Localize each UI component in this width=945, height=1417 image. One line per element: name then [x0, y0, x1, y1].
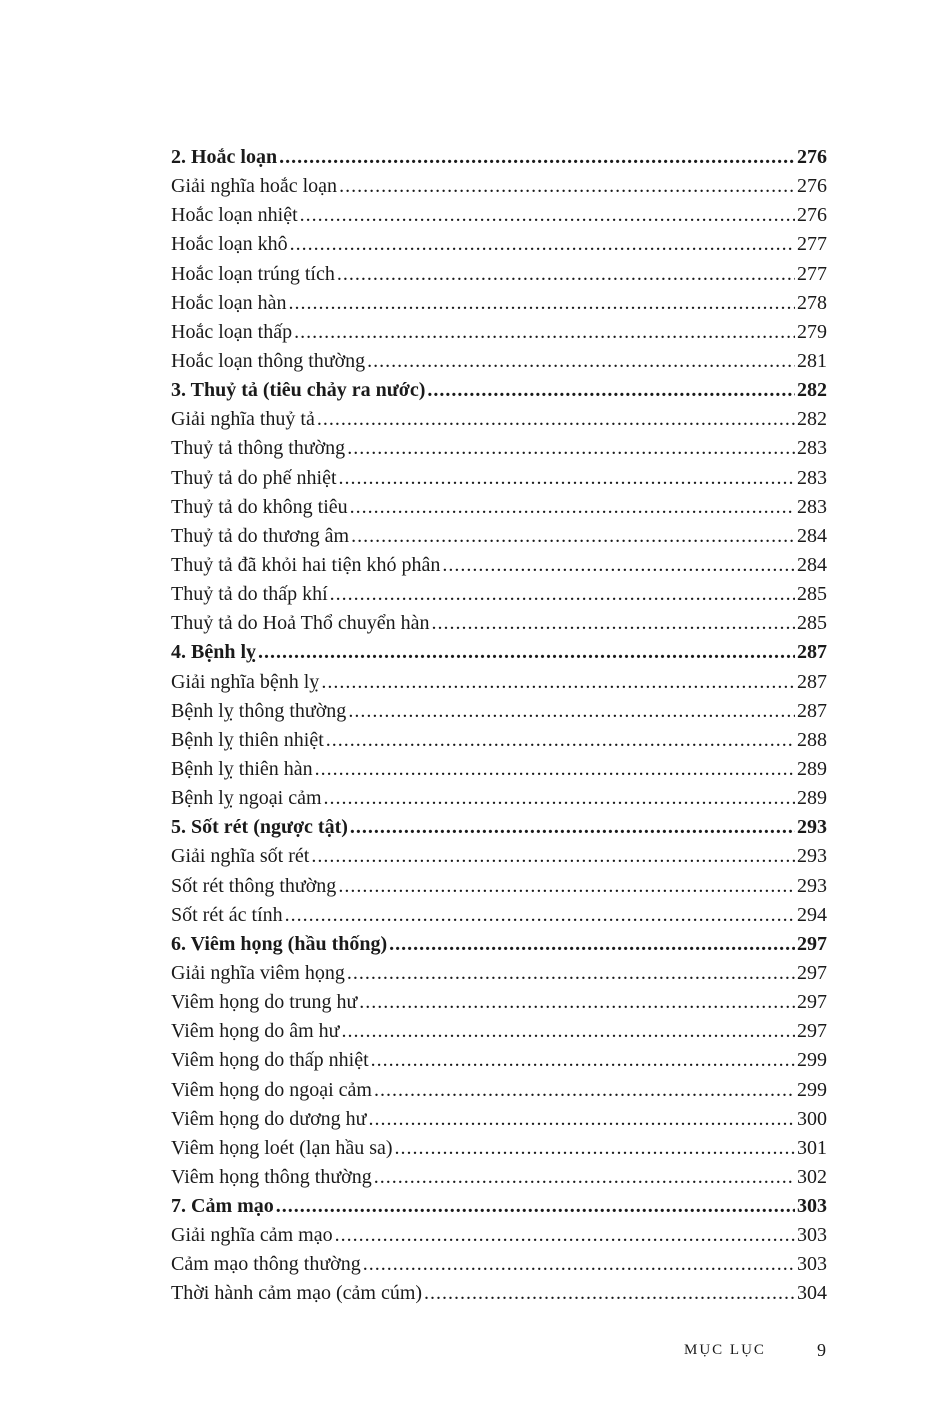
dot-leader: [367, 347, 795, 376]
dot-leader: [324, 784, 795, 813]
entry-title: 6. Viêm họng (hầu thống): [171, 932, 388, 955]
dot-leader: [431, 609, 795, 638]
dot-leader: [348, 697, 795, 726]
dot-leader: [315, 755, 795, 784]
entry-page-number: 303: [797, 1224, 827, 1247]
toc-entry: [171, 1076, 827, 1105]
entry-title: Hoắc loạn thấp: [171, 320, 293, 343]
dot-leader: [337, 260, 795, 289]
toc-entry: [171, 172, 827, 201]
toc-entry: [171, 493, 827, 522]
toc-entry: [171, 405, 827, 434]
toc-entry: [171, 755, 827, 784]
dot-leader: [359, 988, 795, 1017]
dot-leader: [371, 1046, 795, 1075]
entry-page-number: 302: [797, 1165, 827, 1188]
toc-entry: [171, 959, 827, 988]
dot-leader: [289, 289, 795, 318]
toc-entry: [171, 434, 827, 463]
dot-leader: [347, 959, 795, 988]
entry-title: Sốt rét thông thường: [171, 874, 337, 897]
entry-page-number: 278: [797, 291, 827, 314]
dot-leader: [338, 872, 795, 901]
entry-page-number: 276: [797, 175, 827, 198]
entry-page-number: 287: [797, 641, 827, 664]
toc-entry: [171, 668, 827, 697]
entry-page-number: 303: [797, 1253, 827, 1276]
entry-page-number: 297: [797, 932, 827, 955]
entry-page-number: 293: [797, 845, 827, 868]
entry-title: Viêm họng do dương hư: [171, 1107, 367, 1130]
toc-entry: [171, 464, 827, 493]
entry-page-number: 299: [797, 1049, 827, 1072]
dot-leader: [374, 1163, 795, 1192]
dot-leader: [294, 318, 795, 347]
entry-title: 7. Cảm mạo: [171, 1195, 274, 1218]
entry-page-number: 276: [797, 146, 827, 168]
dot-leader: [335, 1221, 795, 1250]
toc-entry: [171, 1105, 827, 1134]
toc-entry: [171, 230, 827, 259]
entry-page-number: 301: [797, 1136, 827, 1159]
entry-title: Thời hành cảm mạo (cảm cúm): [171, 1282, 423, 1305]
entry-page-number: 283: [797, 495, 827, 518]
toc-entry: [171, 580, 827, 609]
entry-title: Viêm họng thông thường: [171, 1165, 372, 1188]
toc-entry: [171, 697, 827, 726]
toc-chapter-entry: [171, 930, 827, 959]
entry-page-number: 289: [797, 757, 827, 780]
toc-entry: [171, 842, 827, 871]
dot-leader: [290, 230, 795, 259]
entry-title: Giải nghĩa sốt rét: [171, 845, 310, 868]
entry-page-number: 283: [797, 466, 827, 489]
entry-page-number: 287: [797, 670, 827, 693]
entry-title: Thuỷ tả do không tiêu: [171, 495, 348, 518]
toc-entry: [171, 289, 827, 318]
toc-entry: [171, 1017, 827, 1046]
dot-leader: [350, 813, 795, 842]
dot-leader: [279, 143, 795, 172]
toc-entry: [171, 872, 827, 901]
table-of-contents: [171, 143, 827, 1309]
entry-title: 3. Thuỷ tả (tiêu chảy ra nước): [171, 379, 426, 402]
entry-title: Viêm họng do ngoại cảm: [171, 1078, 372, 1101]
entry-page-number: 281: [797, 349, 827, 372]
toc-entry: [171, 784, 827, 813]
toc-entry: [171, 347, 827, 376]
entry-title: Thuỷ tả đã khỏi hai tiện khó phân: [171, 553, 441, 576]
toc-entry: [171, 318, 827, 347]
entry-page-number: 277: [797, 262, 827, 285]
entry-title: Thuỷ tả thông thường: [171, 437, 346, 460]
dot-leader: [276, 1192, 795, 1221]
dot-leader: [350, 493, 795, 522]
dot-leader: [300, 201, 795, 230]
entry-title: Bệnh lỵ ngoại cảm: [171, 787, 322, 810]
dot-leader: [326, 726, 795, 755]
toc-entry: [171, 551, 827, 580]
entry-title: Giải nghĩa viêm họng: [171, 961, 345, 984]
entry-title: Viêm họng loét (lạn hầu sa): [171, 1136, 393, 1159]
dot-leader: [351, 522, 795, 551]
dot-leader: [363, 1250, 795, 1279]
entry-page-number: 293: [797, 816, 827, 839]
entry-page-number: 289: [797, 787, 827, 810]
toc-entry: [171, 201, 827, 230]
running-footer-title: MỤC LỤC: [684, 1342, 766, 1358]
entry-title: Giải nghĩa bệnh lỵ: [171, 670, 320, 693]
toc-entry: [171, 260, 827, 289]
entry-title: Giải nghĩa hoắc loạn: [171, 175, 338, 198]
entry-page-number: 304: [797, 1282, 827, 1305]
dot-leader: [339, 172, 795, 201]
entry-title: Giải nghĩa thuỷ tả: [171, 408, 315, 431]
entry-title: Hoắc loạn trúng tích: [171, 262, 335, 285]
dot-leader: [311, 842, 795, 871]
entry-title: Hoắc loạn hàn: [171, 291, 287, 314]
toc-entry: [171, 1046, 827, 1075]
entry-page-number: 294: [797, 903, 827, 926]
entry-page-number: 297: [797, 1020, 827, 1043]
entry-title: Bệnh lỵ thiên hàn: [171, 757, 313, 780]
entry-page-number: 282: [797, 379, 827, 402]
toc-entry: [171, 726, 827, 755]
entry-page-number: 276: [797, 204, 827, 227]
dot-leader: [389, 930, 795, 959]
entry-title: Viêm họng do âm hư: [171, 1020, 340, 1043]
entry-title: Bệnh lỵ thiên nhiệt: [171, 728, 324, 751]
toc-chapter-entry: [171, 638, 827, 667]
entry-page-number: 299: [797, 1078, 827, 1101]
entry-page-number: 284: [797, 553, 827, 576]
dot-leader: [330, 580, 795, 609]
entry-title: 2. Hoắc loạn: [171, 146, 278, 168]
entry-title: Thuỷ tả do thấp khí: [171, 583, 328, 606]
toc-chapter-entry: [171, 1192, 827, 1221]
entry-title: Giải nghĩa cảm mạo: [171, 1224, 333, 1247]
toc-entry: [171, 1279, 827, 1308]
entry-title: Hoắc loạn nhiệt: [171, 204, 298, 227]
dot-leader: [374, 1076, 795, 1105]
entry-page-number: 288: [797, 728, 827, 751]
entry-page-number: 283: [797, 437, 827, 460]
toc-entry: [171, 1163, 827, 1192]
dot-leader: [424, 1279, 795, 1308]
entry-title: Thuỷ tả do thương âm: [171, 524, 350, 547]
entry-page-number: 282: [797, 408, 827, 431]
dot-leader: [347, 434, 795, 463]
entry-title: Thuỷ tả do Hoả Thổ chuyển hàn: [171, 612, 430, 635]
entry-page-number: 300: [797, 1107, 827, 1130]
dot-leader: [339, 464, 795, 493]
toc-entry: [171, 522, 827, 551]
entry-title: Cảm mạo thông thường: [171, 1253, 361, 1276]
dot-leader: [427, 376, 795, 405]
dot-leader: [258, 638, 795, 667]
toc-entry: [171, 901, 827, 930]
entry-title: Viêm họng do trung hư: [171, 991, 358, 1014]
toc-chapter-entry: [171, 376, 827, 405]
toc-entry: [171, 988, 827, 1017]
dot-leader: [342, 1017, 795, 1046]
dot-leader: [395, 1134, 795, 1163]
entry-page-number: 277: [797, 233, 827, 256]
entry-page-number: 293: [797, 874, 827, 897]
entry-title: 4. Bệnh lỵ: [171, 641, 257, 664]
entry-title: Bệnh lỵ thông thường: [171, 699, 347, 722]
entry-title: Hoắc loạn thông thường: [171, 349, 366, 372]
entry-page-number: 303: [797, 1195, 827, 1218]
entry-page-number: 285: [797, 583, 827, 606]
page-number: 9: [817, 1340, 826, 1360]
toc-entry: [171, 1221, 827, 1250]
toc-entry: [171, 609, 827, 638]
entry-page-number: 279: [797, 320, 827, 343]
entry-page-number: 284: [797, 524, 827, 547]
entry-title: Viêm họng do thấp nhiệt: [171, 1049, 369, 1072]
toc-entry: [171, 1134, 827, 1163]
entry-title: 5. Sốt rét (ngược tật): [171, 816, 348, 839]
entry-page-number: 297: [797, 991, 827, 1014]
toc-chapter-entry: [171, 813, 827, 842]
entry-title: Thuỷ tả do phế nhiệt: [171, 466, 337, 489]
dot-leader: [442, 551, 795, 580]
toc-entry: [171, 1250, 827, 1279]
entry-page-number: 287: [797, 699, 827, 722]
toc-chapter-entry: [171, 143, 827, 172]
entry-title: Sốt rét ác tính: [171, 903, 283, 926]
entry-page-number: 297: [797, 961, 827, 984]
dot-leader: [321, 668, 795, 697]
dot-leader: [317, 405, 795, 434]
entry-title: Hoắc loạn khô: [171, 233, 288, 256]
dot-leader: [285, 901, 795, 930]
dot-leader: [369, 1105, 796, 1134]
entry-page-number: 285: [797, 612, 827, 635]
